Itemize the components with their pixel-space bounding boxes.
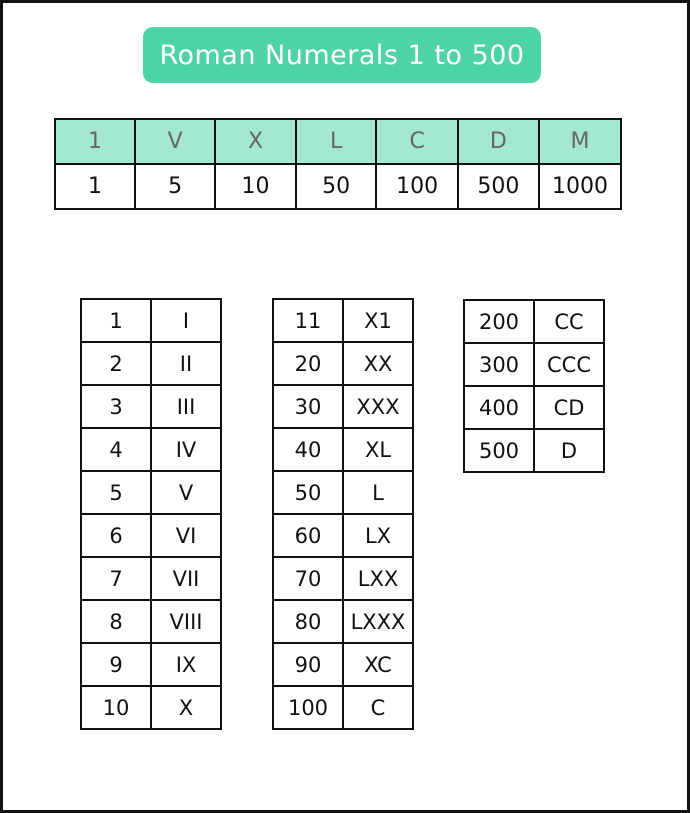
roman-cell: VI	[151, 514, 221, 557]
value-cell: 5	[135, 164, 215, 209]
symbol-cell: X	[215, 119, 296, 164]
symbol-key-table	[54, 118, 622, 210]
roman-cell: LXX	[343, 557, 413, 600]
number-cell: 8	[81, 600, 151, 643]
table-row	[273, 342, 413, 385]
value-cell: 1000	[539, 164, 621, 209]
roman-cell: CD	[534, 386, 604, 429]
roman-cell: X	[151, 686, 221, 729]
symbol-cell: C	[376, 119, 457, 164]
table-row	[81, 643, 221, 686]
number-cell: 90	[273, 643, 343, 686]
table-row	[81, 428, 221, 471]
number-cell: 300	[464, 343, 534, 386]
number-cell: 100	[273, 686, 343, 729]
table-row	[273, 428, 413, 471]
value-cell: 50	[296, 164, 377, 209]
roman-cell: L	[343, 471, 413, 514]
roman-cell: III	[151, 385, 221, 428]
table-row	[273, 385, 413, 428]
number-cell: 6	[81, 514, 151, 557]
value-cell: 10	[215, 164, 296, 209]
number-cell: 50	[273, 471, 343, 514]
table-row	[273, 643, 413, 686]
roman-cell: VIII	[151, 600, 221, 643]
number-cell: 4	[81, 428, 151, 471]
table-row	[81, 686, 221, 729]
number-cell: 400	[464, 386, 534, 429]
ones-table	[80, 298, 222, 730]
roman-cell: CC	[534, 300, 604, 343]
table-row	[464, 343, 604, 386]
value-row	[55, 164, 621, 209]
roman-cell: LXXX	[343, 600, 413, 643]
value-cell: 100	[376, 164, 457, 209]
table-row	[81, 514, 221, 557]
number-cell: 9	[81, 643, 151, 686]
symbol-cell: V	[135, 119, 215, 164]
table-row	[464, 300, 604, 343]
roman-cell: I	[151, 299, 221, 342]
tens-table	[272, 298, 414, 730]
roman-cell: XXX	[343, 385, 413, 428]
number-cell: 60	[273, 514, 343, 557]
number-cell: 30	[273, 385, 343, 428]
table-row	[81, 600, 221, 643]
number-cell: 7	[81, 557, 151, 600]
roman-cell: VII	[151, 557, 221, 600]
table-row	[273, 514, 413, 557]
number-cell: 500	[464, 429, 534, 472]
symbol-cell: M	[539, 119, 621, 164]
table-row	[273, 600, 413, 643]
number-cell: 5	[81, 471, 151, 514]
roman-cell: X1	[343, 299, 413, 342]
table-row	[273, 686, 413, 729]
number-cell: 10	[81, 686, 151, 729]
number-cell: 3	[81, 385, 151, 428]
symbol-row	[55, 119, 621, 164]
symbol-cell: L	[296, 119, 377, 164]
roman-cell: LX	[343, 514, 413, 557]
table-row	[464, 429, 604, 472]
hundreds-table	[463, 299, 605, 473]
roman-cell: V	[151, 471, 221, 514]
roman-cell: IV	[151, 428, 221, 471]
number-cell: 200	[464, 300, 534, 343]
roman-cell: XL	[343, 428, 413, 471]
roman-cell: II	[151, 342, 221, 385]
value-cell: 500	[458, 164, 539, 209]
symbol-cell: 1	[55, 119, 135, 164]
number-cell: 70	[273, 557, 343, 600]
page-title: Roman Numerals 1 to 500	[143, 27, 541, 83]
number-cell: 1	[81, 299, 151, 342]
table-row	[81, 385, 221, 428]
number-cell: 80	[273, 600, 343, 643]
roman-cell: D	[534, 429, 604, 472]
table-row	[81, 342, 221, 385]
table-row	[273, 471, 413, 514]
table-row	[273, 299, 413, 342]
table-row	[81, 471, 221, 514]
roman-cell: IX	[151, 643, 221, 686]
number-cell: 20	[273, 342, 343, 385]
symbol-cell: D	[458, 119, 539, 164]
roman-cell: C	[343, 686, 413, 729]
roman-cell: CCC	[534, 343, 604, 386]
number-cell: 40	[273, 428, 343, 471]
number-cell: 2	[81, 342, 151, 385]
roman-cell: XC	[343, 643, 413, 686]
table-row	[81, 299, 221, 342]
value-cell: 1	[55, 164, 135, 209]
number-cell: 11	[273, 299, 343, 342]
table-row	[464, 386, 604, 429]
roman-cell: XX	[343, 342, 413, 385]
table-row	[81, 557, 221, 600]
table-row	[273, 557, 413, 600]
